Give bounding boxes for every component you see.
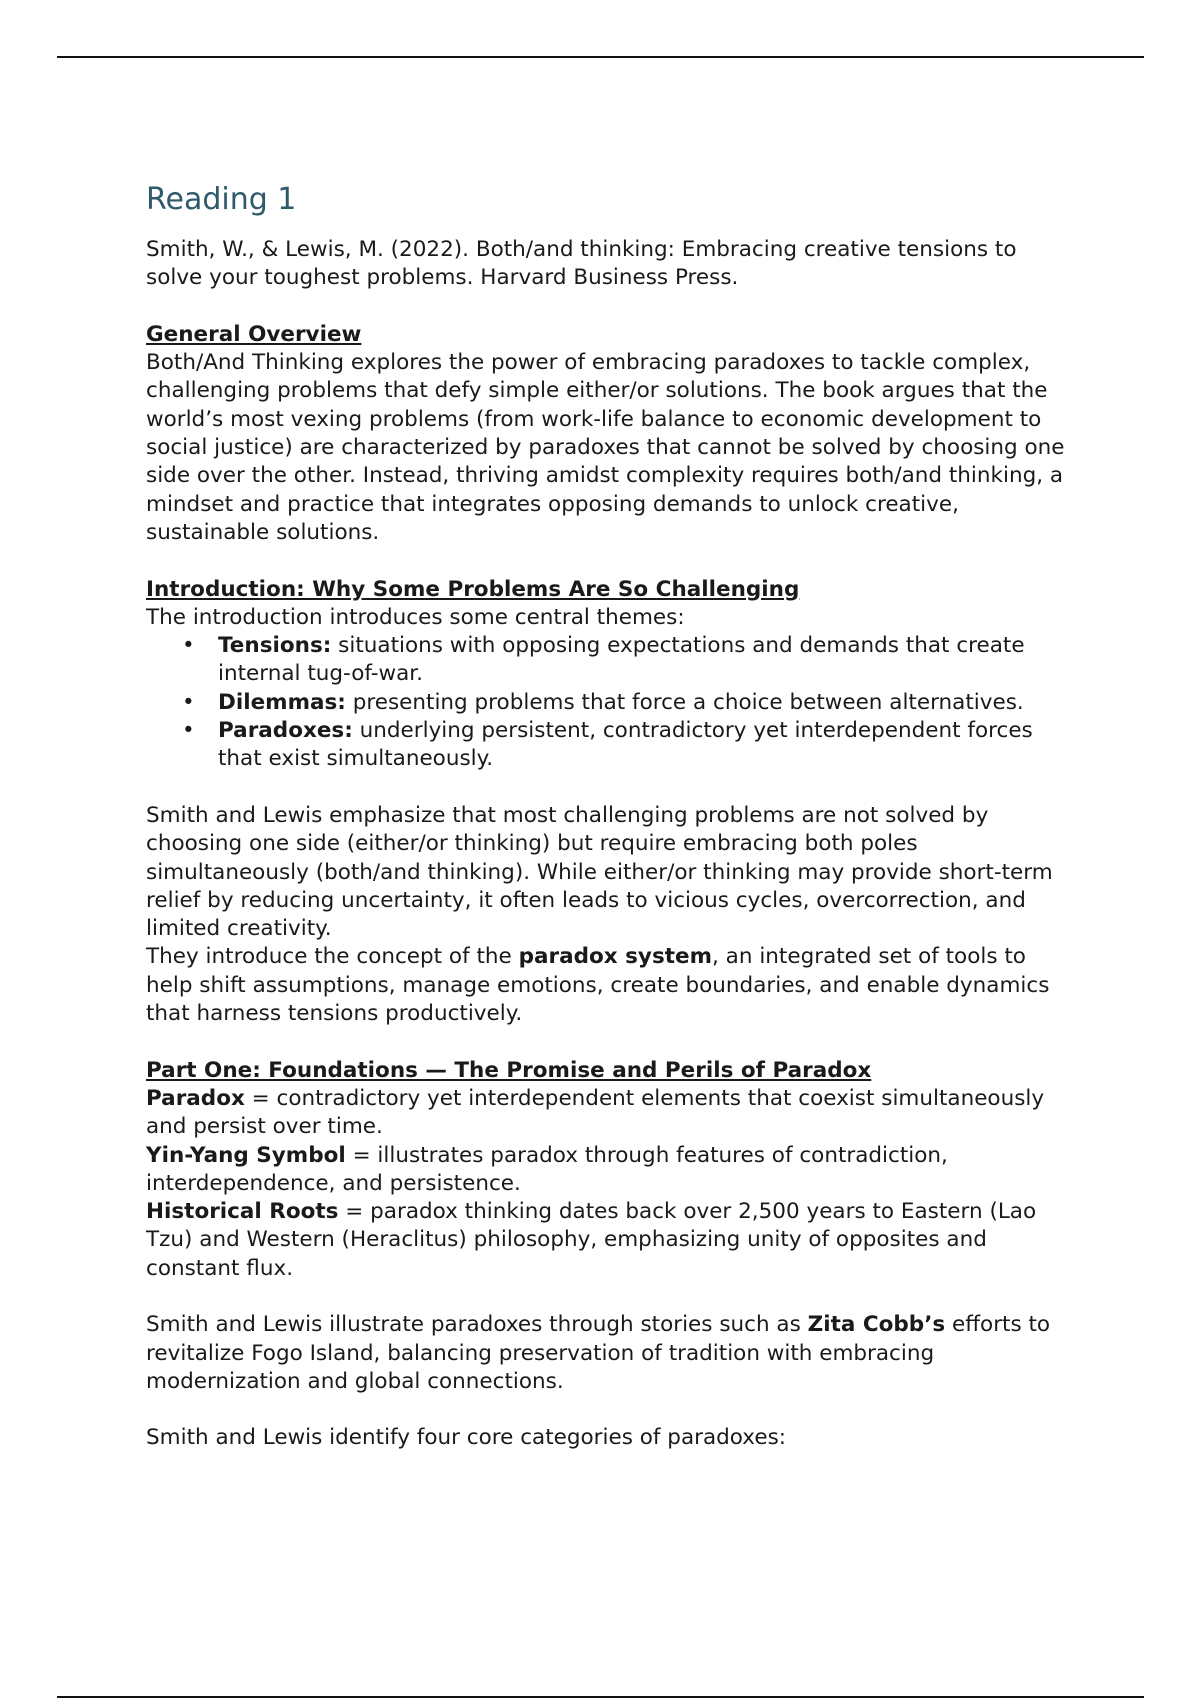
bullet-text: presenting problems that force a choice between alternatives. — [345, 689, 1024, 715]
bullet-text: underlying persistent, contradictory yet interdependent forces that exist simultaneously. — [218, 718, 1033, 772]
categories-paragraph: Smith and Lewis identify four core categories of paradoxes: — [146, 1425, 787, 1451]
introduction-lead: The introduction introduces some central themes: — [146, 604, 685, 630]
paradox-system-paragraph — [146, 943, 1066, 1028]
definition-yin-yang — [146, 1142, 1066, 1199]
paragraph-text: Smith and Lewis illustrate paradoxes through stories such as — [146, 1312, 808, 1338]
definition-term: Yin-Yang Symbol — [146, 1142, 346, 1168]
bullet-term: Tensions: — [218, 633, 332, 659]
zita-cobb-term: Zita Cobb’s — [807, 1312, 946, 1338]
header-rule — [57, 56, 1144, 58]
overview-body: Both/And Thinking explores the power of embracing paradoxes to tackle complex, challenging problems that defy simple either/or solutions. The book argues that the world’s most vexing problems (from work-life balance to economic development to social justice) are characterized by paradoxes that cannot be solved by choosing one side over the other. Instead, thriving amidst complexity requires both/and thinking, a mindset and practice that integrates opposing demands to unlock creative, sustainable solutions. — [146, 350, 1065, 545]
part-one-heading: Part One: Foundations — The Promise and Perils of Paradox — [146, 1057, 872, 1083]
definition-historical-roots — [146, 1198, 1066, 1283]
document-body — [146, 178, 1066, 1453]
list-item — [218, 689, 1066, 717]
citation: Smith, W., & Lewis, M. (2022). Both/and thinking: Embracing creative tensions to solve your toughest problems. Harvard Business Press. — [146, 237, 1017, 291]
bullet-term: Dilemmas: — [218, 689, 346, 715]
list-item — [218, 632, 1066, 689]
paradox-system-term: paradox system — [518, 944, 713, 970]
paragraph-text: They introduce the concept of the — [146, 944, 519, 970]
list-item — [218, 717, 1066, 774]
bullet-term: Paradoxes: — [218, 718, 353, 744]
definition-text: = paradox thinking dates back over 2,500 years to Eastern (Lao Tzu) and Western (Heraclitus) philosophy, emphasizing unity of opposites and constant flux. — [146, 1199, 1037, 1281]
definition-term: Paradox — [146, 1085, 245, 1111]
bullet-text: situations with opposing expectations and demands that create internal tug-of-war. — [218, 633, 1025, 687]
introduction-paragraph: Smith and Lewis emphasize that most challenging problems are not solved by choosing one side (either/or thinking) but require embracing both poles simultaneously (both/and thinking). While either/or thinking may provide short-term relief by reducing uncertainty, it often leads to vicious cycles, overcorrection, and limited creativity. — [146, 802, 1053, 942]
introduction-heading: Introduction: Why Some Problems Are So Challenging — [146, 576, 800, 602]
paragraph-text: , an integrated set of tools to help shift assumptions, manage emotions, create boundaries, and enable dynamics that harness tensions productively. — [146, 944, 1050, 1027]
footer-rule — [57, 1696, 1144, 1698]
story-paragraph — [146, 1311, 1066, 1396]
overview-heading: General Overview — [146, 321, 362, 347]
paragraph-text: efforts to revitalize Fogo Island, balancing preservation of tradition with embracing modernization and global connections. — [146, 1312, 1051, 1394]
page-title: Reading 1 — [146, 182, 297, 217]
definition-text: = illustrates paradox through features of contradiction, interdependence, and persistence. — [146, 1142, 948, 1196]
definition-text: = contradictory yet interdependent elements that coexist simultaneously and persist over time. — [146, 1085, 1045, 1140]
definition-paradox — [146, 1085, 1066, 1142]
themes-list — [146, 632, 1066, 773]
definition-term: Historical Roots — [146, 1199, 339, 1225]
